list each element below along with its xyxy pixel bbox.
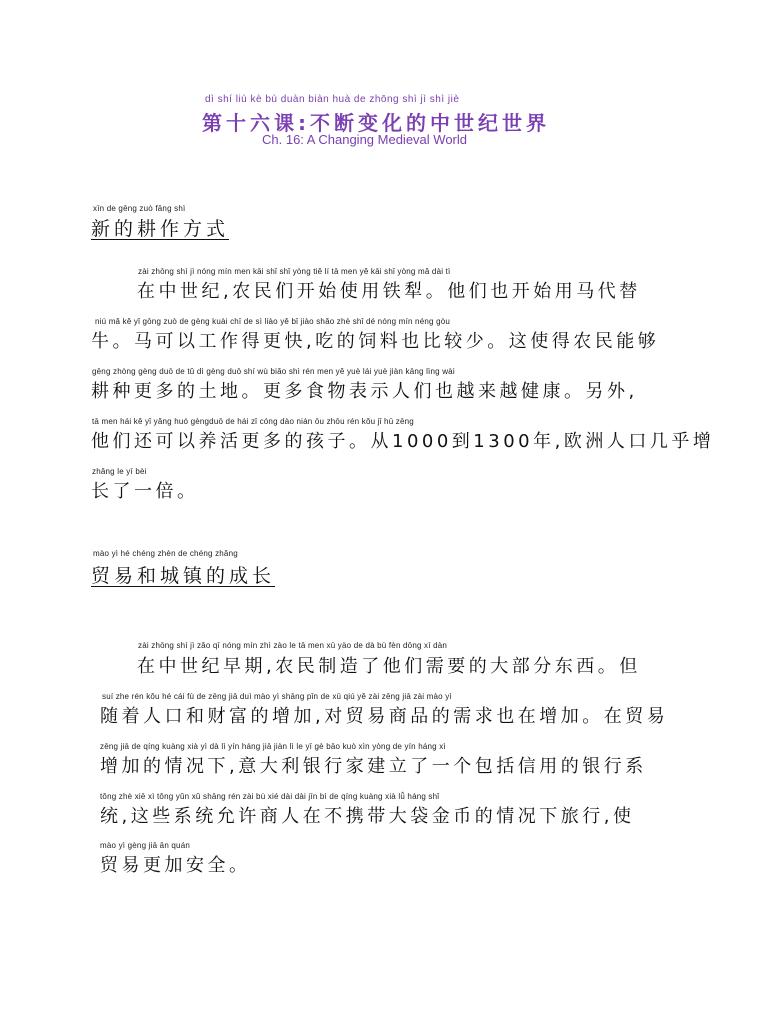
section2-line3-pinyin: zēng jiā de qíng kuàng xià yì dà lì yín háng jiā jiàn lì le yī gè bāo kuò xìn yòng de yín háng xì [100, 742, 446, 751]
section2-heading: 贸易和城镇的成长 [91, 565, 276, 587]
section1-line1-pinyin: zài zhōng shì jì nóng mín men kāi shǐ shǐ yòng tiě lí tā men yě kāi shǐ yòng mǎ dài tì [138, 267, 451, 276]
section2-line5-text: 贸易更加安全。 [100, 855, 251, 876]
section1-line5-text: 长了一倍。 [91, 481, 199, 502]
section2-line4-text: 统,这些系统允许商人在不携带大袋金币的情况下旅行,使 [100, 806, 635, 827]
section1-line4-pinyin: tā men hái kě yǐ yǎng huó gèngduō de hái zǐ cóng dào nián ōu zhōu rén kǒu jǐ hū zēng [92, 417, 414, 426]
section2-line3-text: 增加的情况下,意大利银行家建立了一个包括信用的银行系 [100, 756, 647, 777]
section1-heading: 新的耕作方式 [91, 218, 230, 240]
section2-line2-text: 随着人口和财富的增加,对贸易商品的需求也在增加。在贸易 [100, 706, 669, 727]
section1-line3-text: 耕种更多的土地。更多食物表示人们也越来越健康。另外, [91, 381, 638, 402]
title-pinyin: dì shí liù kè bù duàn biàn huà de zhōng shì jì shì jiè [205, 94, 460, 105]
section1-line2-pinyin: niú mǎ kě yǐ gōng zuò de gèng kuài chī de sì liào yě bǐ jiào shǎo zhè shǐ dé nóng mín néng gòu [95, 317, 451, 326]
section1-line3-pinyin: gēng zhòng gèng duō de tǔ dì gèng duō shí wù biǎo shì rén men yě yuè lái yuè jiàn kāng lìng wài [92, 367, 455, 376]
section1-line5-pinyin: zhǎng le yī bèi [92, 467, 147, 476]
section1-line2-text: 牛。马可以工作得更快,吃的饲料也比较少。这使得农民能够 [91, 331, 660, 352]
section2-line2-pinyin: suí zhe rén kǒu hé cái fù de zēng jiā duì mào yì shāng pǐn de xū qiú yě zài zēng jiā zài mào yì [102, 692, 452, 701]
section2-line4-pinyin: tǒng zhè xiē xì tǒng yǔn xǔ shāng rén zài bù xié dài dài jīn bì de qíng kuàng xià lǚ háng shǐ [100, 792, 440, 801]
section2-line5-pinyin: mào yì gèng jiā ān quán [100, 841, 190, 850]
section1-heading-pinyin: xīn de gēng zuò fāng shì [93, 204, 186, 213]
page-title: 第十六课:不断变化的中世纪世界 [202, 111, 550, 135]
section1-line4-text: 他们还可以养活更多的孩子。从1000到1300年,欧洲人口几乎增 [91, 431, 715, 452]
section2-heading-pinyin: mào yì hé chéng zhèn de chéng zhǎng [93, 549, 238, 558]
section2-line1-pinyin: zài zhōng shì jì zǎo qī nóng mín zhì zào le tā men xū yào de dà bù fèn dōng xī dàn [138, 641, 448, 650]
section2-line1-text: 在中世纪早期,农民制造了他们需要的大部分东西。但 [137, 656, 641, 677]
page-subtitle: Ch. 16: A Changing Medieval World [262, 132, 467, 147]
section1-line1-text: 在中世纪,农民们开始使用铁犁。他们也开始用马代替 [137, 281, 641, 302]
